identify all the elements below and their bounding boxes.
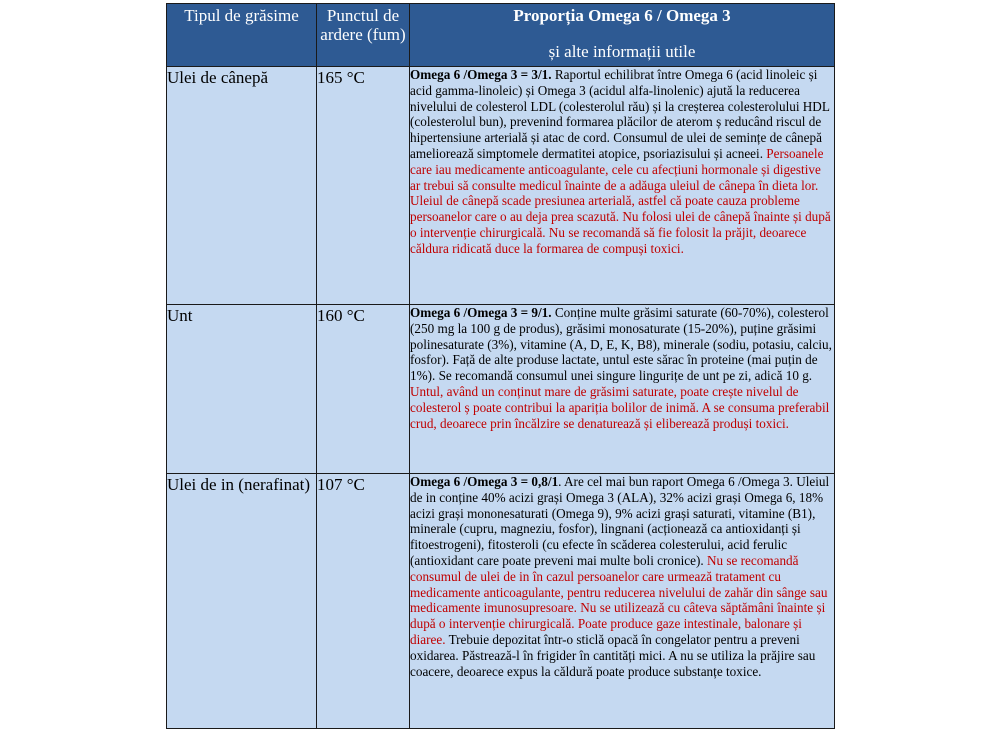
header-smoke-point: Punctul de ardere (fum): [317, 4, 410, 67]
info-text: Conține multe grăsimi saturate (60-70%), colesterol (250 mg la 100 g de produs), grăsimi monosaturate (15-20%), puține grăsimi polinesaturate (3%), vitamine (A, D, E, K, B8), minerale (sodiu, potasiu, calciu, fosfor). Față de alte produse lactate, untul este sărac în proteine (mai puțin de 1%). Se recomandă consumul unei singure lingurițe de unt pe zi, adică 10 g.: [410, 305, 832, 384]
warning-text: Untul, având un conținut mare de grăsimi saturate, poate crește nivelul de colesterol ș poate contribui la apariția bolilor de inimă. A se consuma preferabil crud, deoarece prin încălzire se denaturează și eliberează produși toxici.: [410, 383, 830, 431]
oils-table: [166, 3, 835, 729]
storage-text: Trebuie depozitat într-o sticlă opacă în congelator pentru a preveni oxidarea. Păstrează-l în frigider în cantități mici. A nu se utiliza la prăjire sau coacere, deoarece expus la căldură poate produce substanțe toxice.: [410, 631, 816, 679]
info-text: Raportul echilibrat între Omega 6 (acid linoleic și acid gamma-linoleic) și Omega 3 (acidul alfa-linolenic) ajută la reducerea nivelului de colesterol LDL (colesterolul rău) și la creșterea colesterolului HDL (colesterolul bun), prevenind formarea plăcilor de aterom ș reducând riscul de hipertensiune arterială și atac de cord. Consumul de ulei de semințe de cânepă ameliorează simptomele dermatitei atopice, psoriazisului și acneei.: [410, 67, 830, 161]
fat-name-cell: Unt: [167, 305, 317, 474]
fat-name-cell: Ulei de in (nerafinat): [167, 474, 317, 729]
ratio-label: Omega 6 /Omega 3 = 9/1.: [410, 305, 552, 320]
ratio-label: Omega 6 /Omega 3 = 3/1.: [410, 67, 552, 82]
table-row: [167, 67, 835, 305]
header-fat-type: Tipul de grăsime: [167, 4, 317, 67]
smoke-point-cell: 165 °C: [317, 67, 410, 305]
table-row: [167, 474, 835, 729]
smoke-point-cell: 160 °C: [317, 305, 410, 474]
smoke-point-cell: 107 °C: [317, 474, 410, 729]
warning-text: Nu se recomandă consumul de ulei de in în cazul persoanelor care urmează tratament cu medicamente anticoagulante, pentru reducerea nivelului de zahăr din sânge sau medicamente imunosupresoare. Nu se utilizează cu câteva săptămâni înainte și după o intervenție chirurgicală. Poate produce gaze intestinale, balonare și diaree.: [410, 552, 828, 647]
header-ratio-title: Proporția Omega 6 / Omega 3: [513, 6, 731, 25]
table-header-row: [167, 4, 835, 67]
fat-name-cell: Ulei de cânepă: [167, 67, 317, 305]
info-text: . Are cel mai bun raport Omega 6 /Omega 3. Uleiul de in conține 40% acizi grași Omega 3 (ALA), 32% acizi grași Omega 6, 18% acizi grași mononesaturati (Omega 9), 9% acizi grași saturati, vitamine (B1), minerale (cupru, magneziu, fosfor), lingnani (acționează ca antioxidanți și fitoestrogeni), fitosteroli (cu efecte în scăderea colesterului, acid ferulic (antioxidant care poate preveni mai multe boli cronice).: [410, 474, 830, 568]
info-cell: [410, 305, 835, 474]
header-ratio: [410, 4, 835, 67]
info-cell: [410, 474, 835, 729]
table-row: [167, 305, 835, 474]
info-cell: [410, 67, 835, 305]
ratio-label: Omega 6 /Omega 3 = 0,8/1: [410, 474, 559, 489]
warning-text: Persoanele care iau medicamente anticoagulante, cele cu afecțiuni hormonale și digestive ar trebui să consulte medicul înainte de a adăuga uleiul de cânepa în dieta lor. Uleiul de cânepă scade presiunea arterială, astfel că poate cauza probleme persoanelor care o au deja prea scazută. Nu folosi ulei de cânepă înainte și după o intervenție chirurgicală. Nu se recomandă să fie folosit la prăjit, deoarece căldura ridicată duce la formarea de compuși toxici.: [410, 145, 831, 256]
header-ratio-subtitle: și alte informații utile: [548, 42, 696, 61]
